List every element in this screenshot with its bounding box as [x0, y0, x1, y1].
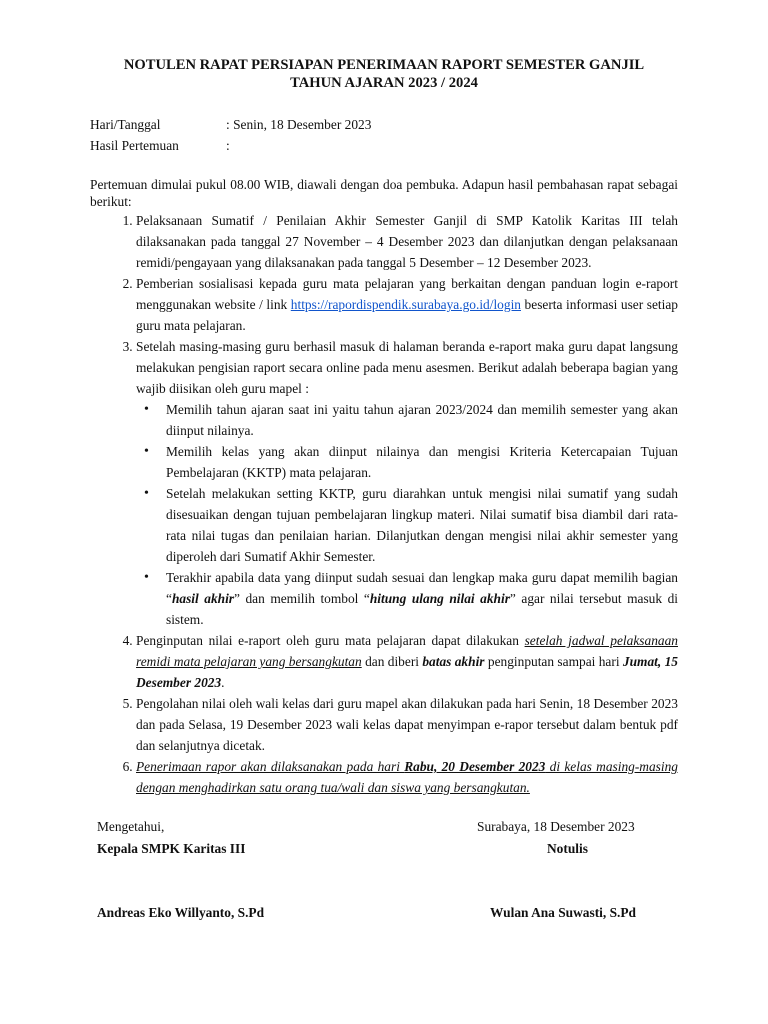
item-6-text-a: Penerimaan rapor akan dilaksanakan pada hari [136, 759, 405, 774]
discussion-list [90, 210, 678, 798]
item-6-date: Rabu, 20 Desember 2023 [404, 759, 546, 774]
item-3-text: Setelah masing-masing guru berhasil masuk di halaman beranda e-raport maka guru dapat langsung melakukan pengisian raport secara online pada menu asesmen. Berikut adalah beberapa bagian yang wajib diisikan oleh guru mapel : [136, 339, 678, 396]
list-item-5 [136, 693, 678, 756]
eraport-login-link[interactable]: https://rapordispendik.surabaya.go.id/login [290, 297, 521, 312]
signature-names-row [97, 902, 677, 924]
signature-names [97, 902, 677, 924]
list-item-1 [136, 210, 678, 273]
item-2-text-b: beserta informasi user setiap guru mata pelajaran. [136, 297, 678, 333]
intro-paragraph: Pertemuan dimulai pukul 08.00 WIB, diawali dengan doa pembuka. Adapun hasil pembahasan rapat sebagai berikut: [90, 177, 678, 209]
bullet-item-2 [166, 441, 678, 483]
signature-block-top [97, 816, 677, 860]
bullet-3-text: Setelah melakukan setting KKTP, guru diarahkan untuk mengisi nilai sumatif yang sudah disesuaikan dengan tujuan pembelajaran lingkup materi. Nilai sumatif bisa diambil dari rata-rata nilai tugas dan penilaian harian. Dilanjutkan dengan mengisi nilai akhir semester yang diperoleh dari Sumatif Akhir Semester. [166, 486, 678, 564]
principal-title: Kepala SMPK Karitas III [97, 841, 246, 856]
bullet-item-4 [166, 567, 678, 630]
bullet-4-text-e: ” agar nilai tersebut masuk di sistem. [166, 591, 678, 627]
meeting-meta [90, 114, 678, 156]
list-item-3 [136, 336, 678, 630]
bullet-4-text-c: ” dan memilih tombol “ [234, 591, 370, 606]
signature-row-1 [97, 816, 677, 838]
result-label: Hasil Pertemuan [90, 138, 179, 153]
principal-name: Andreas Eko Willyanto, S.Pd [97, 905, 265, 920]
bullet-item-3 [166, 483, 678, 567]
item-4-deadline-term: batas akhir [422, 654, 485, 669]
meta-date-row [90, 114, 678, 135]
date-value: : Senin, 18 Desember 2023 [226, 117, 372, 132]
bullet-list [136, 399, 678, 630]
item-4-text-e: penginputan sampai hari [484, 654, 623, 669]
hasil-akhir-term: hasil akhir [171, 591, 235, 606]
bullet-4-text-a: Terakhir apabila data yang diinput sudah sesuai dan lengkap maka guru dapat memilih bagian “ [166, 570, 678, 606]
result-value: : [226, 138, 230, 153]
item-6-text-c: di kelas masing-masing dengan menghadirkan satu orang tua/wali dan siswa yang bersangkutan. [136, 759, 678, 795]
list-item-4 [136, 630, 678, 693]
bullet-2-text: Memilih kelas yang akan diinput nilainya dan mengisi Kriteria Ketercapaian Tujuan Pembelajaran (KKTP) mata pelajaran. [166, 444, 678, 480]
hitung-ulang-term: hitung ulang nilai akhir [369, 591, 510, 606]
bullet-1-text: Memilih tahun ajaran saat ini yaitu tahun ajaran 2023/2024 dan memilih semester yang akan diinput nilainya. [166, 402, 678, 438]
meta-result-row [90, 135, 678, 156]
item-5-text: Pengolahan nilai oleh wali kelas dari guru mapel akan dilakukan pada hari Senin, 18 Desember 2023 dan pada Selasa, 19 Desember 2023 wali kelas dapat menyimpan e-rapor tersebut dalam bentuk pdf dan selanjutnya dicetak. [136, 696, 678, 753]
title-line-2: TAHUN AJARAN 2023 / 2024 [290, 75, 478, 91]
item-4-schedule-emphasis: setelah jadwal pelaksanaan remidi mata pelajaran yang bersangkutan [136, 633, 678, 669]
list-item-2 [136, 273, 678, 336]
document-title [90, 56, 678, 92]
signature-row-2 [97, 838, 677, 860]
item-4-deadline-date: Jumat, 15 Desember 2023 [136, 654, 678, 690]
item-1-text: Pelaksanaan Sumatif / Penilaian Akhir Semester Ganjil di SMP Katolik Karitas III telah dilaksanakan pada tanggal 27 November – 4 Desember 2023 dan dilanjutkan dengan pelaksanaan remidi/pengayaan yang dilaksanakan pada tanggal 5 Desember – 12 Desember 2023. [136, 213, 678, 270]
acknowledged-label: Mengetahui, [97, 819, 165, 834]
list-item-6 [136, 756, 678, 798]
item-2-text-a: Pemberian sosialisasi kepada guru mata pelajaran yang berkaitan dengan panduan login e-raport menggunakan website / link [136, 276, 678, 312]
bullet-item-1 [166, 399, 678, 441]
item-4-text-a: Penginputan nilai e-raport oleh guru mata pelajaran dapat dilakukan [136, 633, 525, 648]
date-label: Hari/Tanggal [90, 117, 161, 132]
item-4-text-c: dan diberi [361, 654, 423, 669]
place-date: Surabaya, 18 Desember 2023 [477, 819, 635, 834]
title-line-1: NOTULEN RAPAT PERSIAPAN PENERIMAAN RAPORT SEMESTER GANJIL [123, 57, 645, 73]
item-4-text-g: . [221, 675, 225, 690]
note-taker-title: Notulis [547, 841, 588, 856]
note-taker-name: Wulan Ana Suwasti, S.Pd [490, 905, 636, 920]
